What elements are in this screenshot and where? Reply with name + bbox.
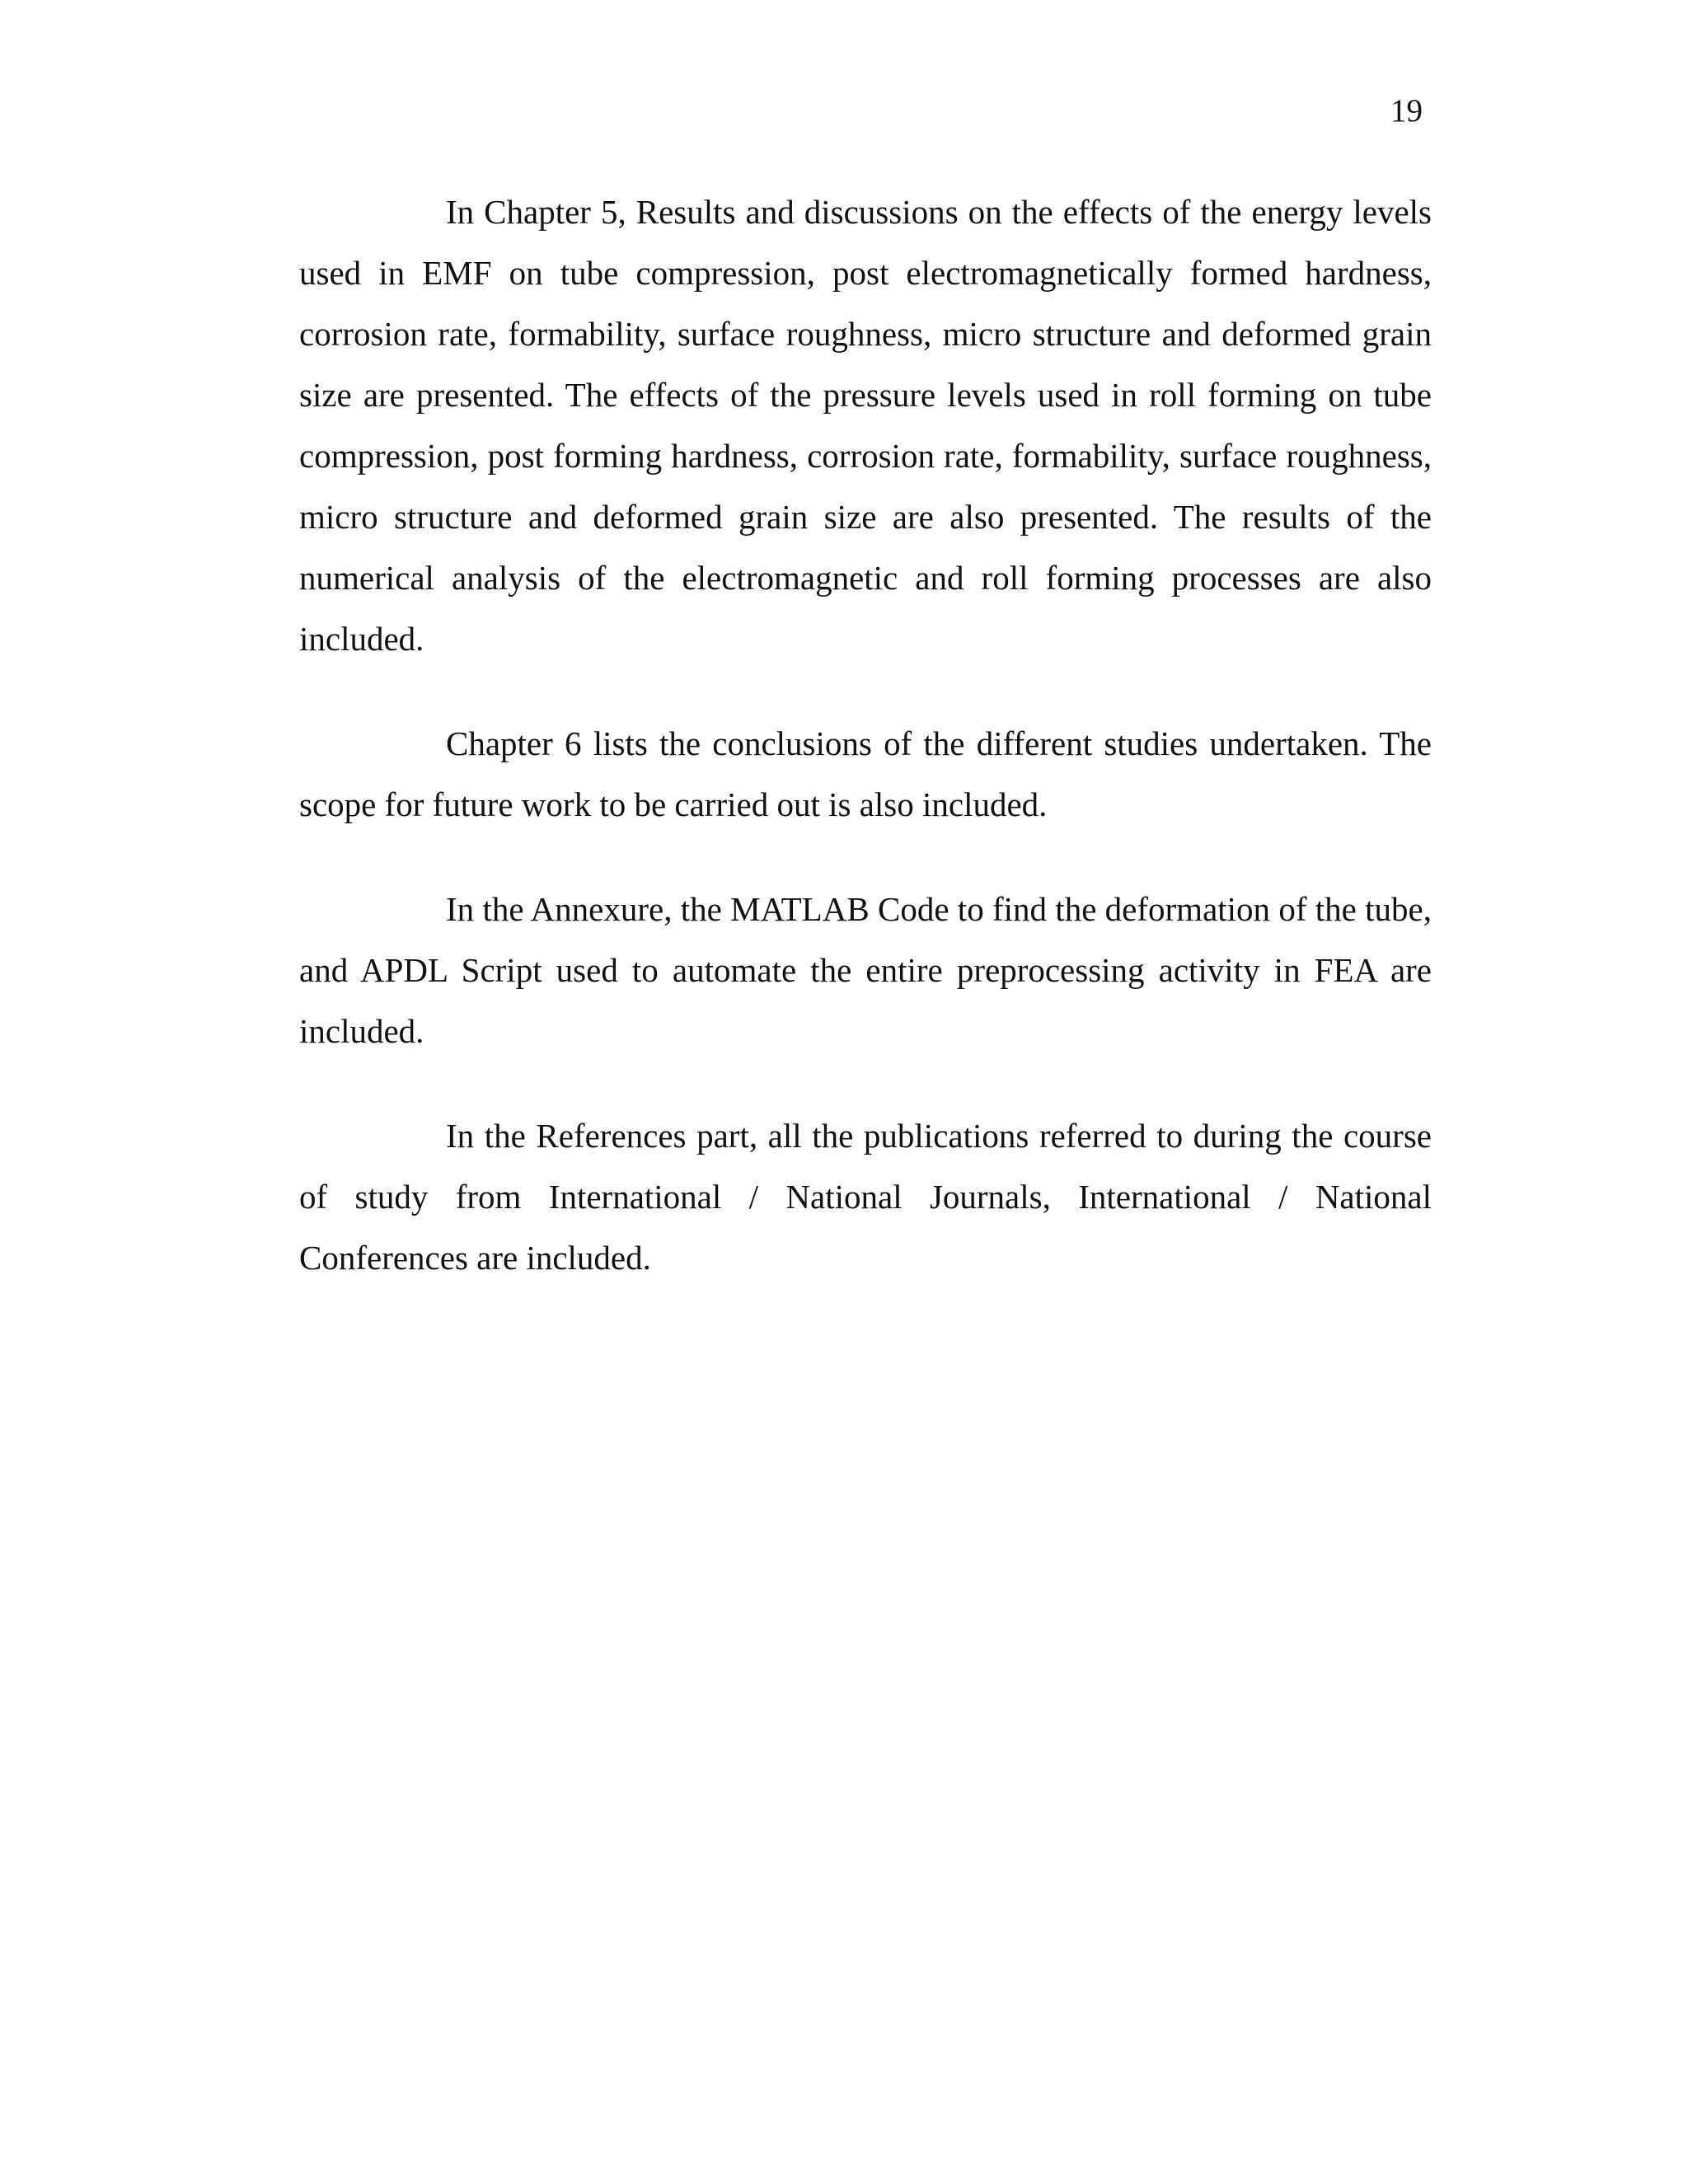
page-number: 19 [1390,93,1423,129]
paragraph-references: In the References part, all the publications referred to during the course of study from International / National Journals, International / National Conferences are included. [299,1117,1432,1277]
body-text [299,181,1432,1288]
paragraph-chapter-5: In Chapter 5, Results and discussions on the effects of the energy levels used in EMF on tube compression, post electromagnetically formed hardness, corrosion rate, formability, surface roughness, micro structure and deformed grain size are presented. The effects of the pressure levels used in roll forming on tube compression, post forming hardness, corrosion rate, formability, surface roughness, micro structure and deformed grain size are also presented. The results of the numerical analysis of the electromagnetic and roll forming processes are also included. [299,193,1432,658]
paragraph-annexure: In the Annexure, the MATLAB Code to find the deformation of the tube, and APDL Script used to automate the entire preprocessing activity in FEA are included. [299,890,1432,1050]
paragraph-chapter-6: Chapter 6 lists the conclusions of the different studies undertaken. The scope for future work to be carried out is also included. [299,724,1432,823]
